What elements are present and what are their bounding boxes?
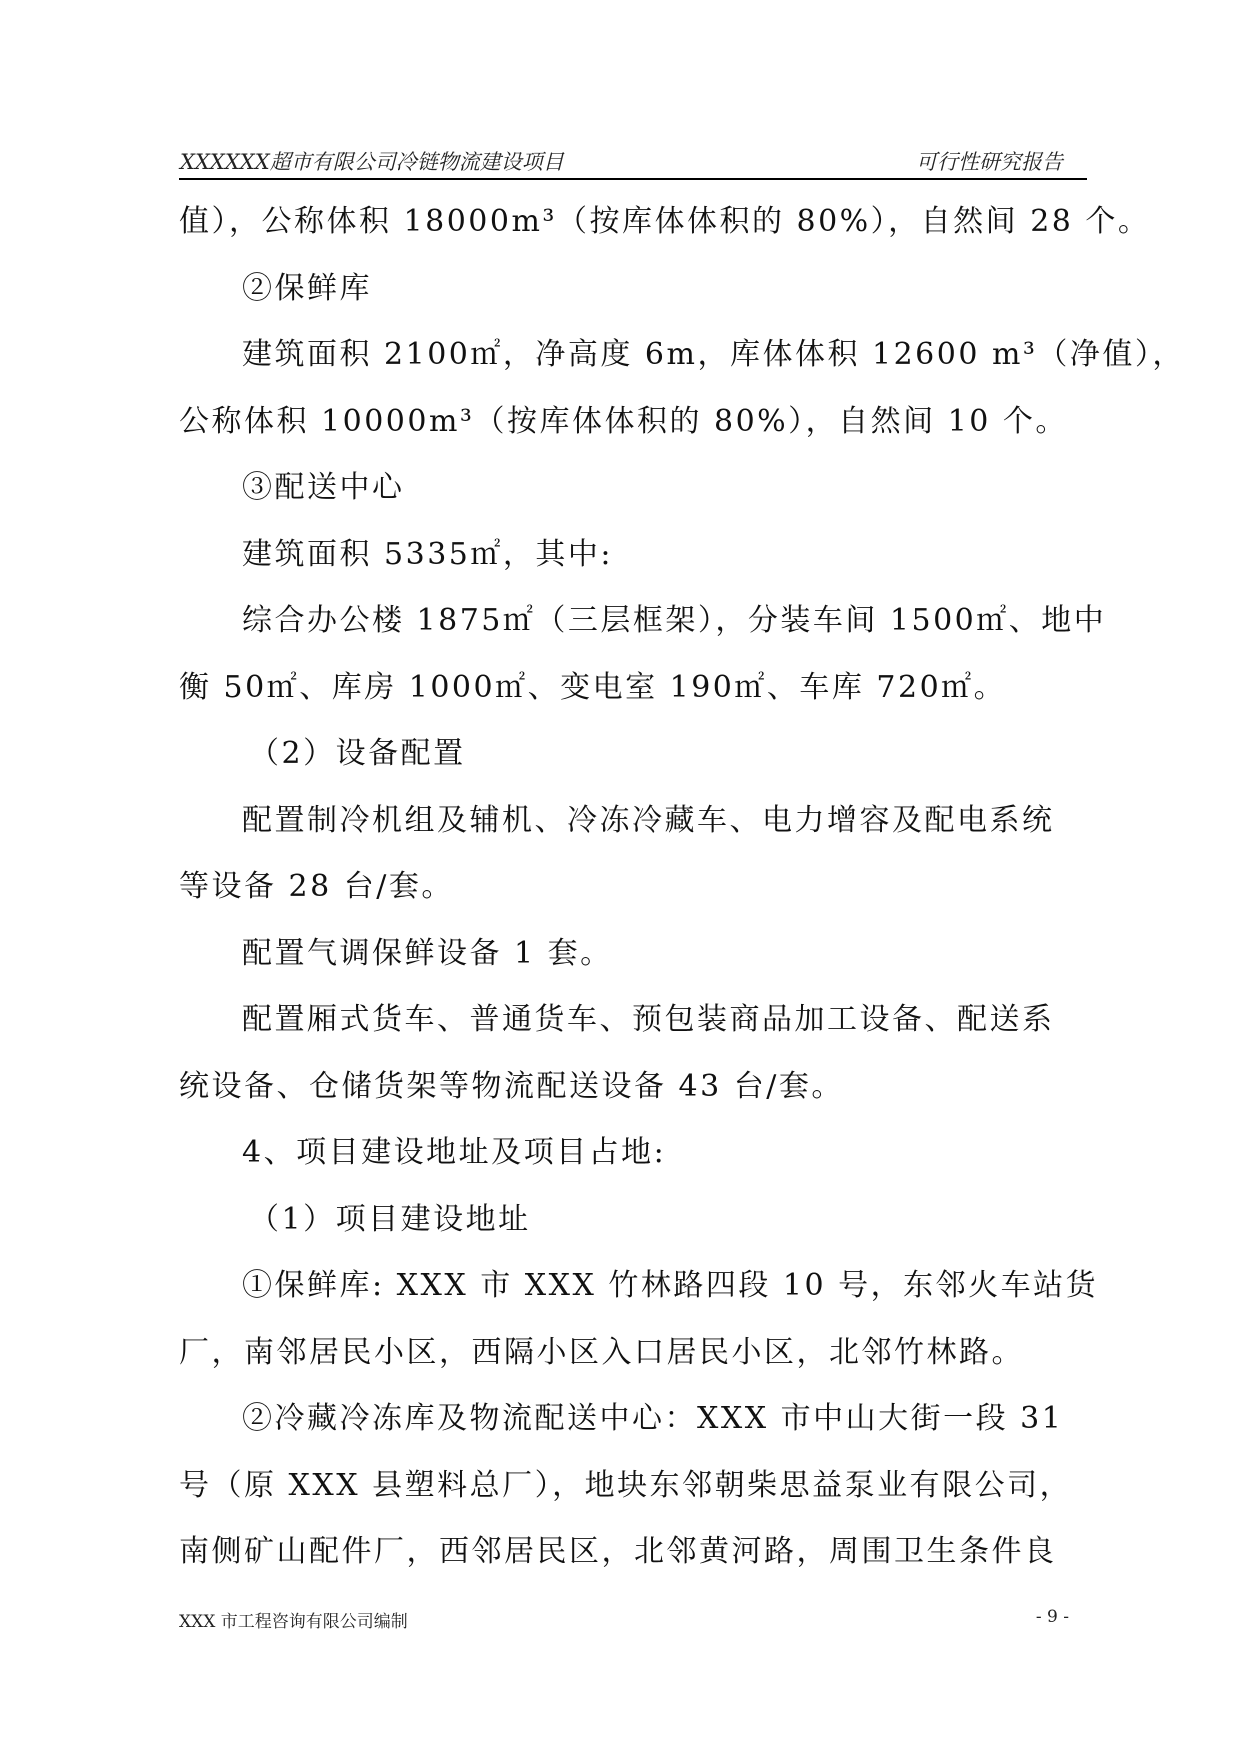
header-report-type: 可行性研究报告	[916, 150, 1063, 174]
section-heading: ③配送中心	[242, 470, 405, 505]
section-heading: （2）设备配置	[249, 736, 466, 771]
body-line: 南侧矿山配件厂，西邻居民区，北邻黄河路，周围卫生条件良	[179, 1534, 1057, 1569]
body-line: 综合办公楼 1875㎡（三层框架），分装车间 1500㎡、地中	[242, 603, 1107, 638]
body-line: 配置气调保鲜设备 1 套。	[242, 935, 613, 971]
body-line: ①保鲜库: XXX 市 XXX 竹林路四段 10 号，东邻火车站货	[242, 1268, 1099, 1303]
body-line: 值），公称体积 18000m³（按库体体积的 80%），自然间 28 个。	[179, 204, 1151, 239]
section-heading: （1）项目建设地址	[249, 1201, 531, 1237]
body-line: 建筑面积 5335㎡，其中:	[242, 536, 613, 572]
header-divider	[179, 178, 1087, 180]
section-heading: ②保鲜库	[242, 270, 372, 306]
page-number: - 9 -	[1035, 1607, 1069, 1627]
page-header	[180, 146, 1085, 176]
body-line: 厂，南邻居民小区，西隔小区入口居民小区，北邻竹林路。	[179, 1334, 1024, 1370]
body-line: 建筑面积 2100㎡，净高度 6m，库体体积 12600 m³（净值），	[242, 337, 1185, 372]
body-line: ②冷藏冷冻库及物流配送中心：XXX 市中山大街一段 31	[242, 1401, 1064, 1436]
page-footer	[179, 1607, 1087, 1631]
header-project-title: XXXXXX超市有限公司冷链物流建设项目	[180, 150, 564, 174]
body-line: 等设备 28 台/套。	[179, 869, 454, 904]
body-line: 统设备、仓储货架等物流配送设备 43 台/套。	[179, 1068, 844, 1104]
body-line: 公称体积 10000m³（按库体体积的 80%），自然间 10 个。	[179, 403, 1068, 439]
body-line: 号（原 XXX 县塑料总厂），地块东邻朝柴思益泵业有限公司，	[179, 1467, 1073, 1503]
body-line: 配置厢式货车、普通货车、预包装商品加工设备、配送系	[242, 1002, 1055, 1037]
section-heading: 4、项目建设地址及项目占地:	[242, 1135, 667, 1170]
body-line: 配置制冷机组及辅机、冷冻冷藏车、电力增容及配电系统	[242, 802, 1055, 838]
footer-publisher: XXX 市工程咨询有限公司编制	[179, 1612, 408, 1632]
document-body	[179, 198, 1185, 1595]
body-line: 衡 50㎡、库房 1000㎡、变电室 190㎡、车库 720㎡。	[179, 669, 1007, 705]
